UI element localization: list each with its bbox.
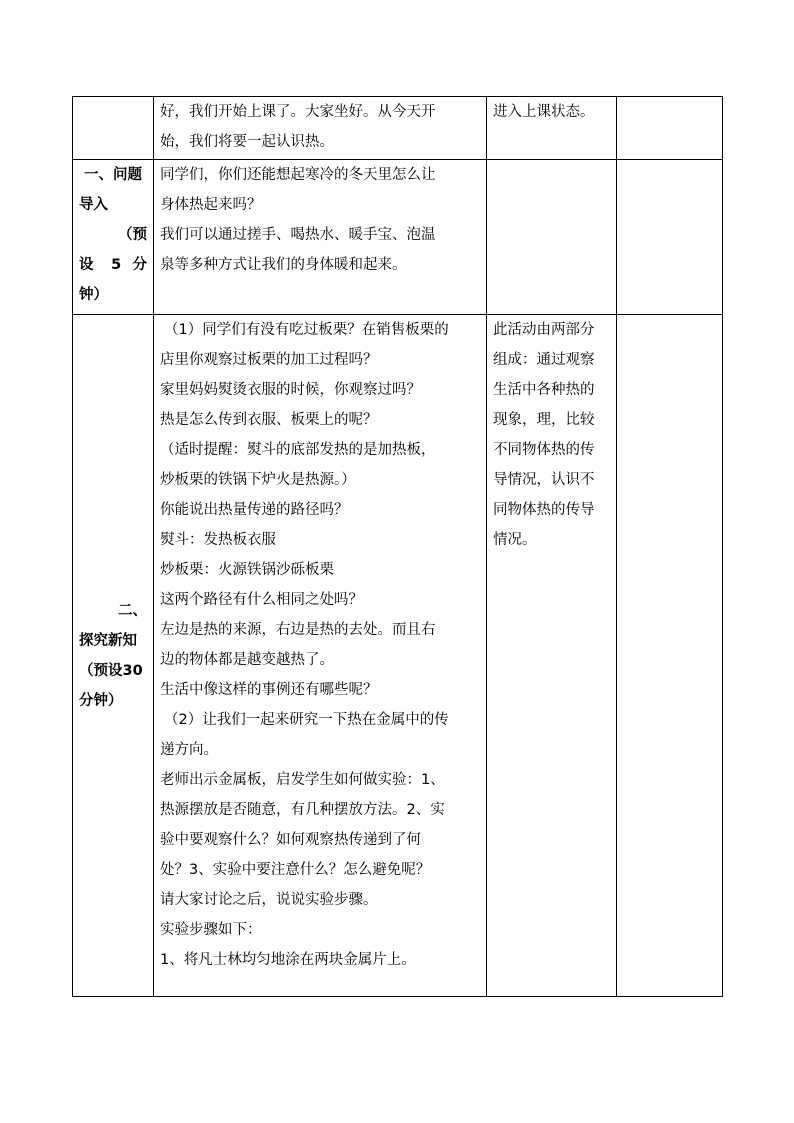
phase-label: 钟） [79,287,108,303]
phase-label: 分钟） [79,692,123,709]
content-line: 左边是热的来源，右边是热的去处。而且右 [160,622,436,638]
intent-line: 生活中各种热的 [493,382,595,398]
content-line: 好，我们开始上课了。大家坐好。从今天开 [160,104,436,120]
phase-cell [73,315,154,997]
content-line: （1）同学们有没有吃过板栗？在销售板栗的 [164,322,449,338]
phase-label: 导入 [79,197,108,213]
content-line: 我们可以通过搓手、喝热水、暖手宝、泡温 [160,227,436,243]
content-line: 这两个路径有什么相同之处吗？ [160,592,363,608]
content-line: 同学们，你们还能想起寒冷的冬天里怎么让 [160,167,436,183]
content-line: 炒板栗的铁锅下炉火是热源。） [160,472,356,488]
content-cell [154,315,487,997]
content-line: 店里你观察过板栗的加工过程吗？ [160,352,378,368]
content-line: 1、将凡士林均匀地涂在两块金属片上。 [160,952,416,968]
table-row [73,97,723,160]
content-line: 你能说出热量传递的路径吗？ [160,502,349,518]
content-line: 身体热起来吗？ [160,197,262,213]
phase-cell [73,97,154,160]
content-line: 炒板栗：火源铁锅沙砾板栗 [160,562,334,578]
content-line: 生活中像这样的事例还有哪些呢？ [160,682,378,698]
content-cell [154,160,487,315]
phase-label: 一、问题 [84,167,142,183]
content-line: 处？3、实验中要注意什么？怎么避免呢？ [160,862,431,878]
content-line: 家里妈妈熨烫衣服的时候，你观察过吗？ [160,382,421,398]
lesson-plan-table [72,96,723,997]
phase-label: （预 [118,227,147,243]
phase-cell [73,160,154,315]
notes-cell [617,97,723,160]
content-line: 热是怎么传到衣服、板栗上的呢？ [160,412,378,428]
intent-line: 进入上课状态。 [493,104,595,120]
phase-label: 二、 [118,602,147,619]
intent-line: 导情况，认识不 [493,472,595,488]
phase-label: 探究新知 [79,632,137,649]
intent-cell [487,97,617,160]
notes-cell [617,315,723,997]
content-cell [154,97,487,160]
content-line: 始，我们将要一起认识热。 [160,134,334,150]
content-line: （2）让我们一起来研究一下热在金属中的传 [164,712,449,728]
intent-line: 现象，理，比较 [493,412,595,428]
notes-cell [617,160,723,315]
content-line: 递方向。 [160,742,218,758]
table-row [73,160,723,315]
table-row [73,315,723,997]
intent-line: 此活动由两部分 [493,322,595,338]
intent-cell [487,160,617,315]
intent-line: 情况。 [493,532,537,548]
content-line: 熨斗：发热板衣服 [160,532,276,548]
content-line: 边的物体都是越变越热了。 [160,652,334,668]
content-line: 请大家讨论之后，说说实验步骤。 [160,892,378,908]
intent-line: 同物体热的传导 [493,502,595,518]
content-line: （适时提醒：熨斗的底部发热的是加热板， [160,442,436,458]
content-line: 验中要观察什么？如何观察热传递到了何 [160,832,421,848]
content-line: 泉等多种方式让我们的身体暖和起来。 [160,257,407,273]
intent-line: 不同物体热的传 [493,442,595,458]
content-line: 实验步骤如下： [160,922,262,938]
content-line: 热源摆放是否随意，有几种摆放方法。2、实 [160,802,445,818]
phase-label: （预设30 [79,662,143,679]
phase-label: 设 5 分 [79,257,147,273]
intent-cell [487,315,617,997]
intent-line: 组成：通过观察 [493,352,595,368]
content-line: 老师出示金属板，启发学生如何做实验：1、 [160,772,445,788]
